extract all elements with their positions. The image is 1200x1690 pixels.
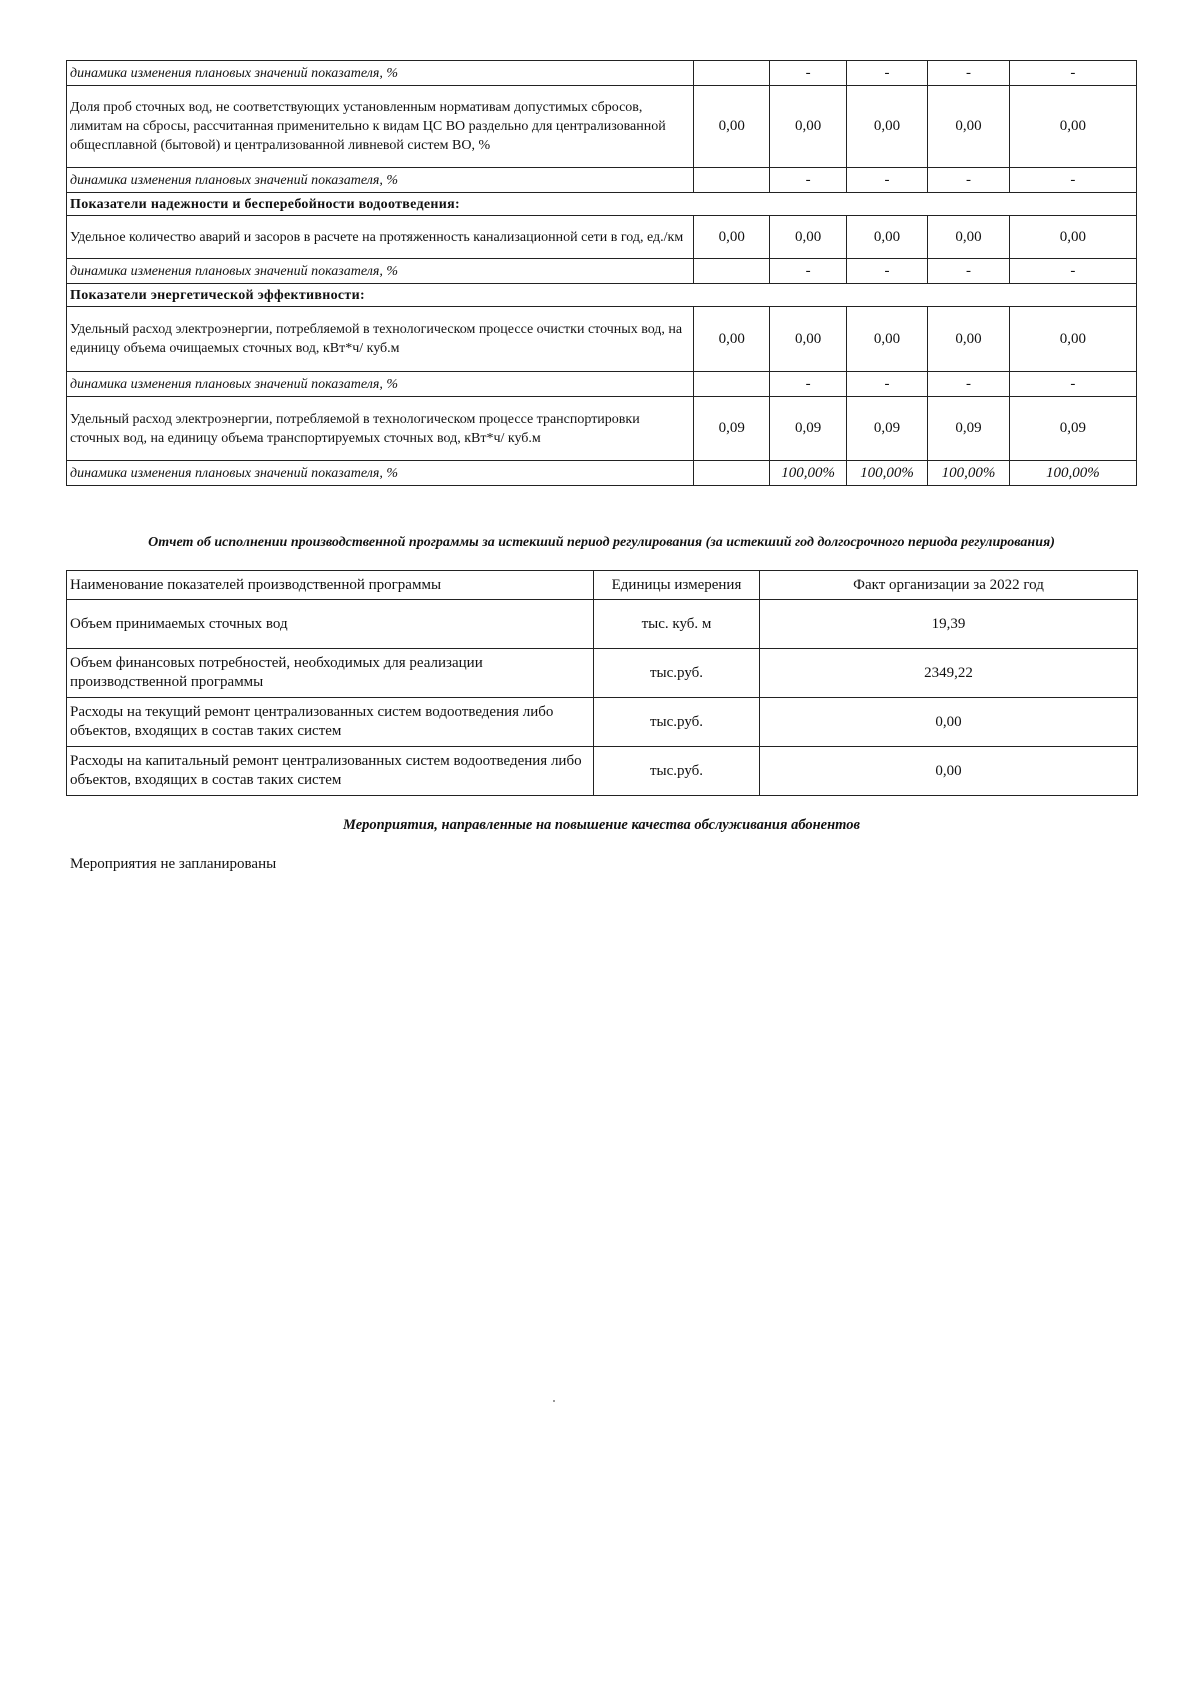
dynamics-label: динамика изменения плановых значений показателя, % (67, 168, 694, 193)
report-table (66, 570, 1138, 796)
report-header-row (67, 571, 1138, 600)
header-units: Единицы измерения (594, 571, 760, 600)
indicator-name: Удельный расход электроэнергии, потребляемой в технологическом процессе транспортировки сточных вод, на единицу объема транспортируемых сточных вод, кВт*ч/ куб.м (67, 397, 694, 461)
scan-speck (553, 1400, 555, 1402)
dynamics-label: динамика изменения плановых значений показателя, % (67, 372, 694, 397)
section-row (67, 193, 1137, 216)
report-row: Объем принимаемых сточных вод тыс. куб. м 19,39 (67, 600, 1138, 649)
header-indicator-name: Наименование показателей производственной программы (67, 571, 594, 600)
section-heading: Показатели энергетической эффективности: (67, 284, 1137, 307)
measures-title: Мероприятия, направленные на повышение качества обслуживания абонентов (343, 817, 860, 833)
dynamics-row: динамика изменения плановых значений показателя, % - - - - (67, 259, 1137, 284)
dynamics-label: динамика изменения плановых значений показателя, % (67, 461, 694, 486)
indicator-name: Удельный расход электроэнергии, потребляемой в технологическом процессе очистки сточных вод, на единицу объема очищаемых сточных вод, кВт*ч/ куб.м (67, 307, 694, 372)
dynamics-row: динамика изменения плановых значений показателя, % - - - - (67, 372, 1137, 397)
indicator-name: Доля проб сточных вод, не соответствующих установленным нормативам допустимых сбросов, лимитам на сбросы, рассчитанная применительно к видам ЦС ВО раздельно для централизованной общесплавной (бытовой) и централизованной ливневой систем ВО, % (67, 86, 694, 168)
section-heading: Показатели надежности и бесперебойности водоотведения: (67, 193, 1137, 216)
indicator-row: Удельный расход электроэнергии, потребляемой в технологическом процессе транспортировки сточных вод, на единицу объема транспортируемых сточных вод, кВт*ч/ куб.м 0,09 0,09 0,09 0,09 0,09 (67, 397, 1137, 461)
header-fact: Факт организации за 2022 год (760, 571, 1138, 600)
indicator-row: Удельное количество аварий и засоров в расчете на протяженность канализационной сети в год, ед./км 0,00 0,00 0,00 0,00 0,00 (67, 216, 1137, 259)
dynamics-label: динамика изменения плановых значений показателя, % (67, 259, 694, 284)
indicator-row: Удельный расход электроэнергии, потребляемой в технологическом процессе очистки сточных вод, на единицу объема очищаемых сточных вод, кВт*ч/ куб.м 0,00 0,00 0,00 0,00 0,00 (67, 307, 1137, 372)
dynamics-row: динамика изменения плановых значений показателя, % 100,00% 100,00% 100,00% 100,00% (67, 461, 1137, 486)
report-row: Расходы на капитальный ремонт централизованных систем водоотведения либо объектов, входящих в состав таких систем тыс.руб. 0,00 (67, 747, 1138, 796)
dynamics-label: динамика изменения плановых значений показателя, % (67, 61, 694, 86)
dynamics-row: динамика изменения плановых значений показателя, % - - - - (67, 61, 1137, 86)
report-row: Объем финансовых потребностей, необходимых для реализации производственной программы тыс.руб. 2349,22 (67, 649, 1138, 698)
report-row: Расходы на текущий ремонт централизованных систем водоотведения либо объектов, входящих в состав таких систем тыс.руб. 0,00 (67, 698, 1138, 747)
indicators-table (66, 60, 1137, 486)
indicator-name: Удельное количество аварий и засоров в расчете на протяженность канализационной сети в год, ед./км (67, 216, 694, 259)
dynamics-row: динамика изменения плановых значений показателя, % - - - - (67, 168, 1137, 193)
report-caption: Отчет об исполнении производственной программы за истекший период регулирования (за истекший год долгосрочного периода регулирования) (148, 535, 1055, 550)
indicator-row: Доля проб сточных вод, не соответствующих установленным нормативам допустимых сбросов, лимитам на сбросы, рассчитанная применительно к видам ЦС ВО раздельно для централизованной общесплавной (бытовой) и централизованной ливневой систем ВО, % 0,00 0,00 0,00 0,00 0,00 (67, 86, 1137, 168)
measures-text: Мероприятия не запланированы (70, 856, 277, 872)
section-row (67, 284, 1137, 307)
